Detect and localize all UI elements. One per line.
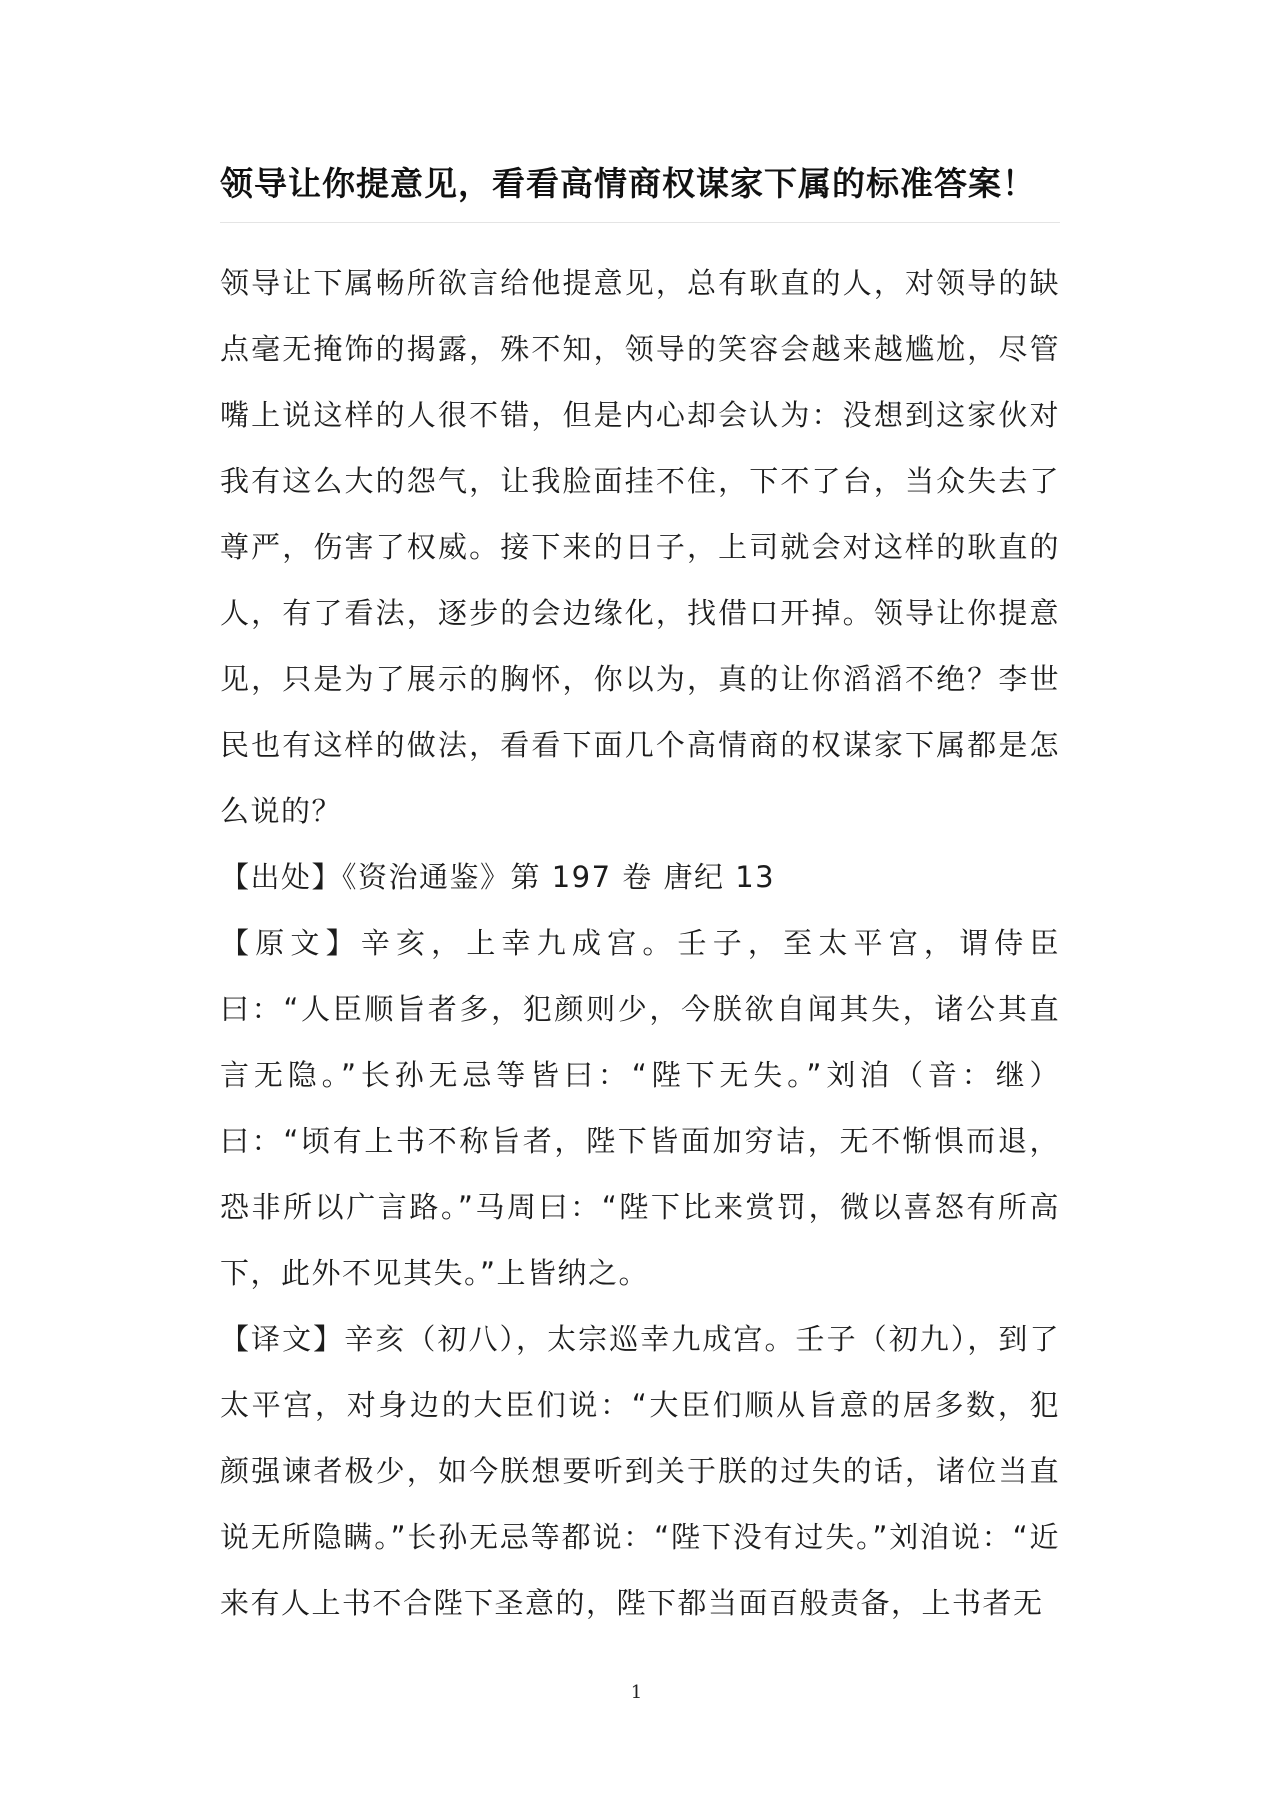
intro-paragraph: 领导让下属畅所欲言给他提意见，总有耿直的人，对领导的缺点毫无掩饰的揭露，殊不知，领导的笑容会越来越尴尬，尽管嘴上说这样的人很不错，但是内心却会认为：没想到这家伙对我有这么大的怨气，让我脸面挂不住，下不了台，当众失去了尊严，伤害了权威。接下来的日子，上司就会对这样的耿直的人，有了看法，逐步的会边缘化，找借口开掉。领导让你提意见，只是为了展示的胸怀，你以为，真的让你滔滔不绝？李世民也有这样的做法，看看下面几个高情商的权谋家下属都是怎么说的？ [220,266,1060,828]
document-body [220,250,1060,1636]
translation-paragraph: 【译文】辛亥（初八），太宗巡幸九成宫。壬子（初九），到了太平宫，对身边的大臣们说：“大臣们顺从旨意的居多数，犯颜强谏者极少，如今朕想要听到关于朕的过失的话，诸位当直说无所隐瞒。”长孙无忌等都说：“陛下没有过失。”刘洎说：“近来有人上书不合陛下圣意的，陛下都当面百般责备，上书者无 [220,1322,1060,1620]
source-paragraph: 【出处】《资治通鉴》第 197 卷 唐纪 13 [220,860,776,894]
title-divider [220,222,1060,223]
document-title: 领导让你提意见，看看高情商权谋家下属的标准答案！ [220,164,1036,203]
page-number: 1 [630,1682,643,1703]
original-text-paragraph: 【原文】辛亥，上幸九成宫。壬子，至太平宫，谓侍臣曰：“人臣顺旨者多，犯颜则少，今朕欲自闻其失，诸公其直言无隐。”长孙无忌等皆曰：“陛下无失。”刘洎（音：继）曰：“顷有上书不称旨者，陛下皆面加穷诘，无不惭惧而退，恐非所以广言路。”马周曰：“陛下比来赏罚，微以喜怒有所高下，此外不见其失。”上皆纳之。 [220,926,1060,1290]
